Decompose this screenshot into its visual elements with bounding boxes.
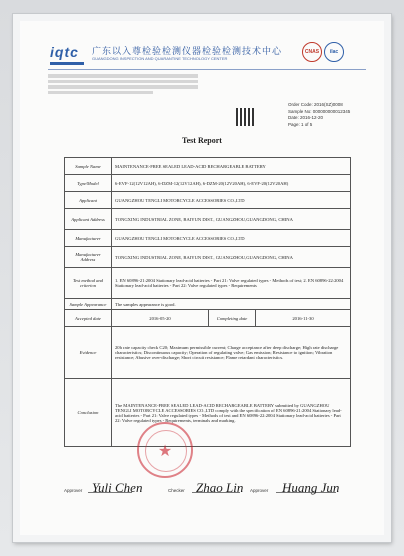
report-meta — [288, 102, 350, 128]
table-row — [65, 158, 351, 175]
row-label: Type/Model — [65, 175, 112, 192]
report-title: Test Report — [182, 136, 222, 145]
completed-date: 2016-11-30 — [256, 310, 351, 327]
qr-code-icon — [236, 108, 254, 126]
evidence-value: 20h rate capacity check C20; Maximum permissible current; Charge acceptance after deep discharge; High rate discharge characteristics; Discontinuous capacity; Operation of regulating valve; Gas emission; Resistance to ignition; Vibration resistance; Abusive over-discharge; Short circuit resistance; Flame retardant characteristics. — [112, 327, 351, 379]
table-row — [65, 268, 351, 299]
row-value: TONGXING INDUSTRIAL ZONE, BAIYUN DIST., GUANGZHOU,GUANGDONG, CHINA — [112, 209, 351, 230]
signature-2: Zhao Lin — [196, 480, 244, 495]
sig-label-1: Approver — [64, 488, 83, 493]
completed-label: Completing date — [209, 310, 256, 327]
table-row — [65, 299, 351, 310]
accepted-label: Accepted date — [65, 310, 112, 327]
meta-sample: Sample No: 000000000012345 — [288, 108, 351, 114]
conclusion-value: The MAINTENANCE-FREE SEALED LEAD-ACID RECHARGEABLE BATTERY submitted by GUANGZHOU TENGLI MOTORCYCLE ACCESSORIES CO.,LTD comply with the specification of EN 60896-21:2004 Stationary lead-acid batteries - Part 21: Valve regulated types - Methods of test and EN 60896-22:2004 Stationary lead-acid batteries - Part 22: Valve regulated types - Requirements, terminals and marking. — [112, 379, 351, 447]
table-row — [65, 209, 351, 230]
row-label: Applicant Address — [65, 209, 112, 230]
table-row — [65, 192, 351, 209]
row-label: Test method and criterion — [65, 268, 112, 299]
ilac-badge-icon: ilac — [324, 42, 344, 62]
sig-label-3: Approver — [250, 488, 269, 493]
evidence-row — [65, 327, 351, 379]
table-row — [65, 247, 351, 268]
certificate-paper — [22, 22, 382, 534]
row-value: 6-EVF-12(12V12AH), 6-DZM-12(12V12AH), 6-DZM-20(12V20AH), 6-EVF-20(12V20AH) — [112, 175, 351, 192]
cnas-badge-icon: CNAS — [302, 42, 322, 62]
meta-date: Date: 2016-12-20 — [288, 115, 324, 120]
header-divider — [48, 69, 366, 70]
row-value: TONGXING INDUSTRIAL ZONE, BAIYUN DIST., GUANGZHOU,GUANGDONG, CHINA — [112, 247, 351, 268]
meta-page: Page: 1 of 5 — [288, 121, 313, 127]
table-row — [65, 175, 351, 192]
row-label: Applicant — [65, 192, 112, 209]
address-lines — [48, 74, 198, 96]
row-label: Manufacturer Address — [65, 247, 112, 268]
sig-label-2: Checker — [168, 488, 185, 493]
row-label: Manufacturer — [65, 230, 112, 247]
signature-1: Yuli Chen — [92, 480, 143, 495]
evidence-label: Evidence — [65, 327, 112, 379]
official-seal-stamp: ★ — [137, 422, 193, 478]
row-value: The samples appearance is good. — [112, 299, 351, 310]
meta-order: Order Code: 2016(SZ)0008 — [288, 102, 343, 107]
iqtc-logo: iqtc — [50, 44, 79, 60]
dates-row — [65, 310, 351, 327]
report-table — [64, 157, 351, 447]
accepted-date: 2016-05-20 — [112, 310, 209, 327]
logo-underline — [50, 62, 84, 65]
row-label: Sample Appearance — [65, 299, 112, 310]
row-value: MAINTENANCE-FREE SEALED LEAD-ACID RECHARGEABLE BATTERY — [112, 158, 351, 175]
row-value: GUANGZHOU TENGLI MOTORCYCLE ACCESSORIES CO.,LTD — [112, 230, 351, 247]
org-name-cn: 广东以入尊检验检测仪器检验检测技术中心 — [92, 47, 283, 57]
row-value: 1. EN 60896-21:2004 Stationary lead-acid batteries - Part 21: Valve regulated types - Methods of test; 2. EN 60896-22:2004 Stationary lead-acid batteries - Part 22: Valve regulated types - Requirements — [112, 268, 351, 299]
row-label: Sample Name — [65, 158, 112, 175]
signature-3: Huang Jun — [282, 480, 340, 495]
row-value: GUANGZHOU TENGLI MOTORCYCLE ACCESSORIES CO.,LTD — [112, 192, 351, 209]
conclusion-row — [65, 379, 351, 447]
table-row — [65, 230, 351, 247]
org-name-en: GUANGDONG INSPECTION AND QUARANTINE TECHNOLOGY CENTER — [92, 56, 228, 61]
conclusion-label: Conclusion — [65, 379, 112, 447]
